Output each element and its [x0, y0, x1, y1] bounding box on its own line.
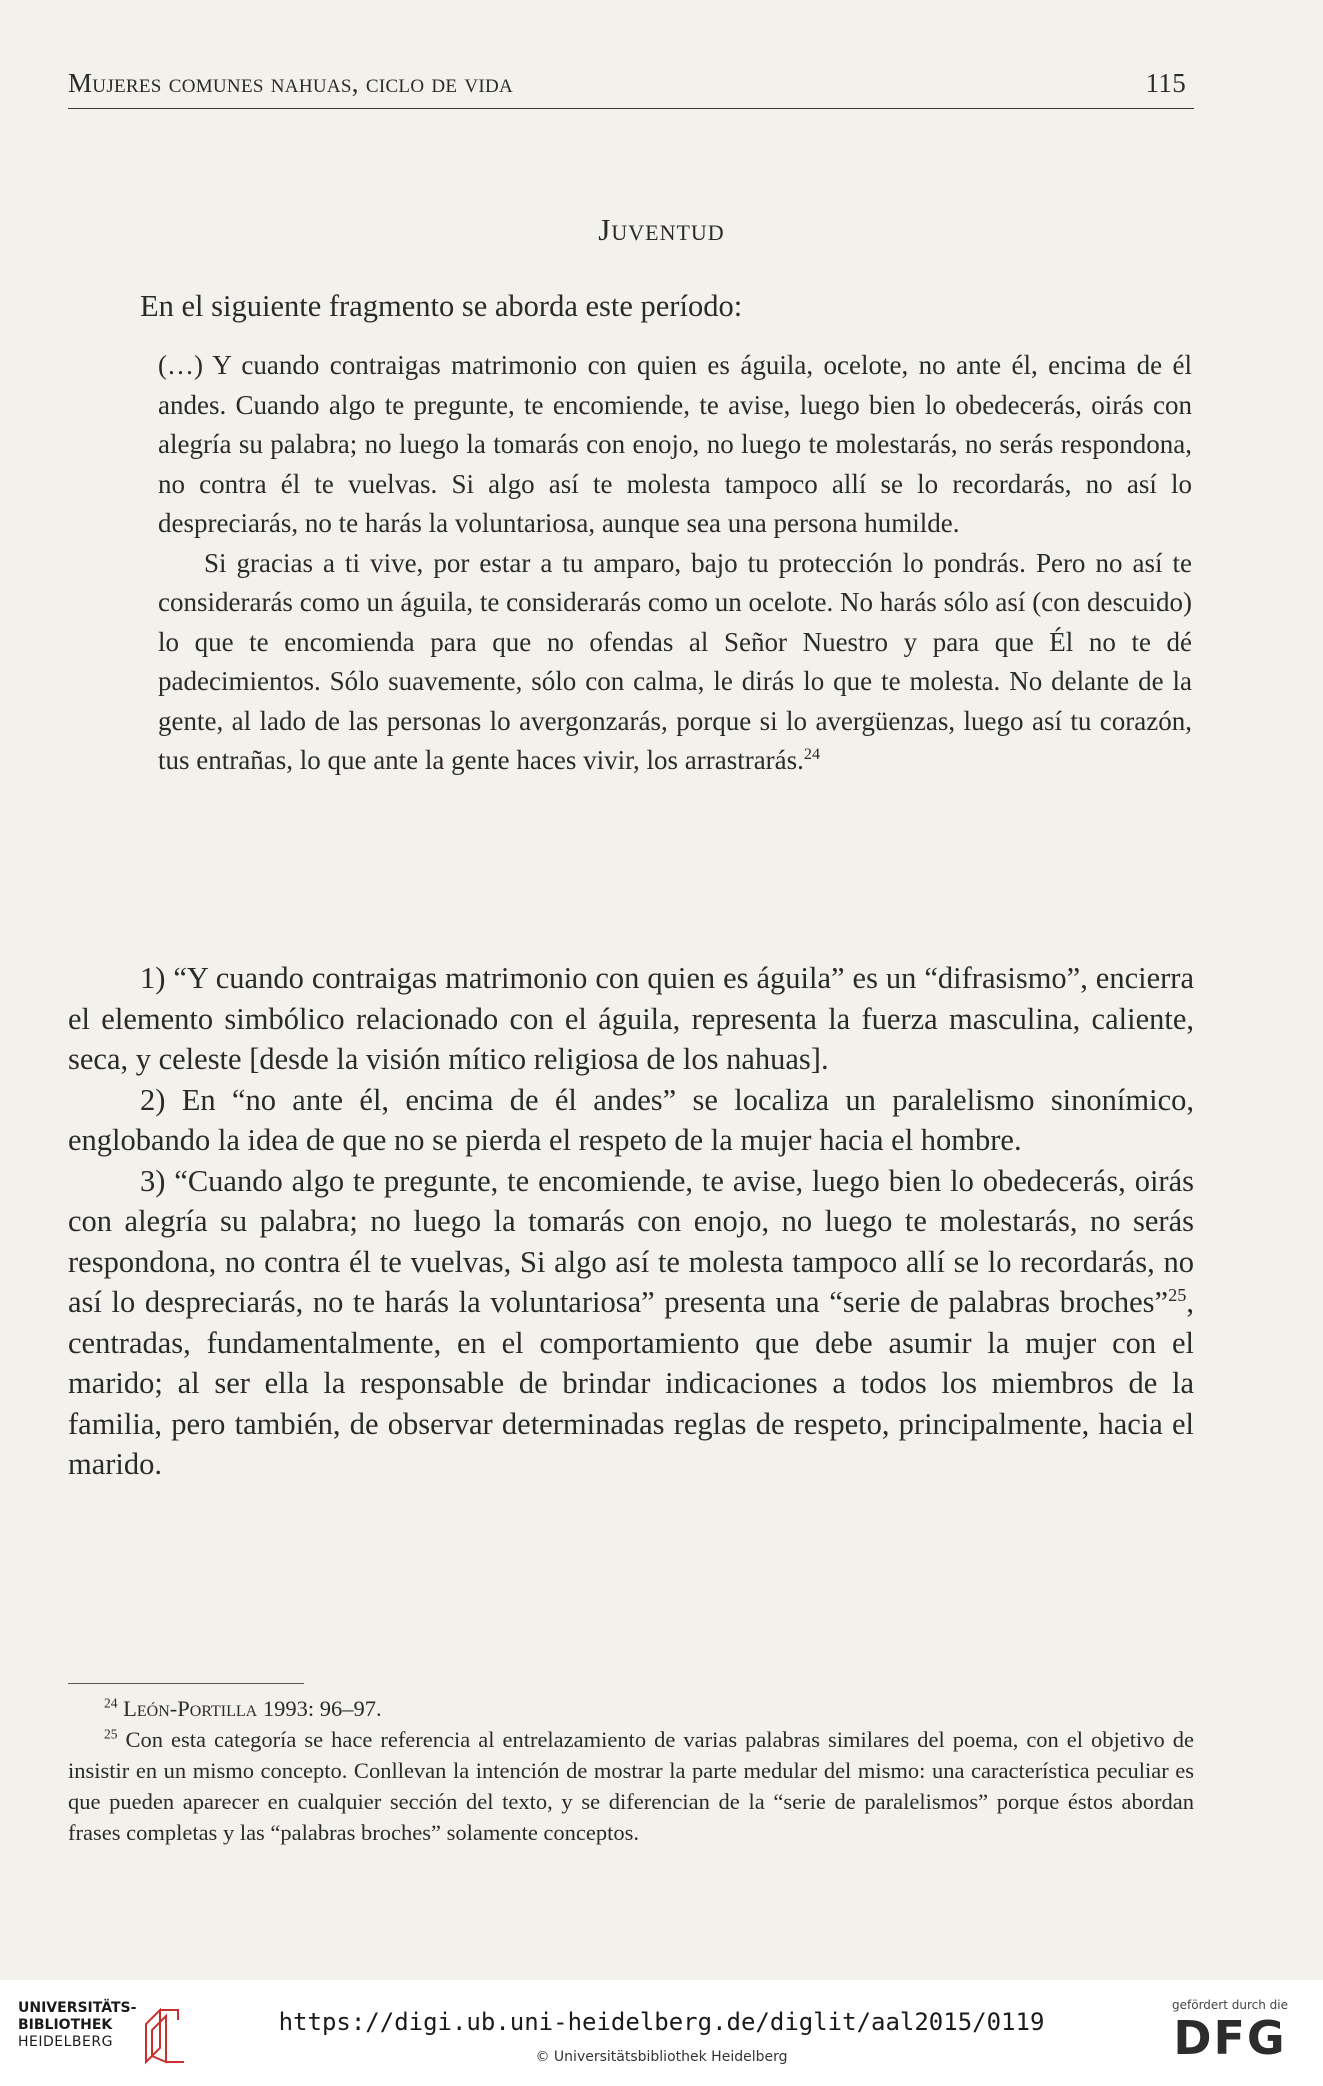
- funder-logo[interactable]: [1155, 1998, 1305, 2074]
- funder-wordmark: DFG: [1173, 2011, 1287, 2065]
- analysis-paragraph-1: 1) “Y cuando contraigas matrimonio con quien es águila” es un “difrasismo”, encierra el elemento simbólico relacionado con el águila, representa la fuerza masculina, caliente, seca, y celeste [desde la visión mítico religiosa de los nahuas].: [68, 961, 1194, 1076]
- analysis-paragraph-3: [68, 1161, 1194, 1485]
- footnote-divider: [68, 1683, 304, 1684]
- footnote-25-number: 25: [104, 1726, 118, 1742]
- library-name-line-1: UNIVERSITÄTS-: [18, 2000, 137, 2016]
- running-head-title: Mujeres comunes nahuas, ciclo de vida: [68, 68, 514, 98]
- section-title: Juventud: [598, 212, 725, 247]
- digitization-footer: [0, 1980, 1323, 2086]
- analysis-paragraph-2: 2) En “no ante él, encima de él andes” se localiza un paralelismo sinonímico, englobando la idea de que no se pierda el respeto de la mujer hacia el hombre.: [68, 1082, 1194, 1157]
- quote-paragraph-2: [158, 544, 1192, 781]
- running-head: [68, 68, 1194, 109]
- footnote-25: [68, 1724, 1194, 1848]
- footnotes: [68, 1693, 1194, 1848]
- footnote-24: [68, 1693, 1194, 1724]
- analysis-paragraphs: [68, 958, 1194, 1485]
- footnote-ref-25[interactable]: 25: [1168, 1284, 1187, 1305]
- footnote-ref-24[interactable]: 24: [803, 745, 821, 763]
- footnote-25-text: Con esta categoría se hace referencia al entrelazamiento de varias palabras similares del poema, con el objetivo de insistir en un mismo concepto. Conllevan la intención de mostrar la parte medular del mismo: una característica peculiar es que pueden aparecer en cualquier sección del texto, y se diferencian de la “serie de paralelismos” porque éstos abordan frases completas y las “palabras broches” solamente conceptos.: [68, 1727, 1194, 1845]
- library-name-line-3: HEIDELBERG: [18, 2034, 113, 2050]
- footnote-24-number: 24: [104, 1695, 118, 1711]
- quote-paragraph-1: (…) Y cuando contraigas matrimonio con quien es águila, ocelote, no ante él, encima de él andes. Cuando algo te pregunte, te encomiende, te avise, luego bien lo obedecerás, oirás con alegría su palabra; no luego la tomarás con enojo, no luego te molestarás, no serás respondona, no contra él te vuelvas. Si algo así te molesta tampoco allí se lo recordarás, no así lo despreciarás, no te harás la voluntariosa, aunque sea una persona humilde.: [158, 350, 1192, 538]
- copyright-notice: © Universitätsbibliothek Heidelberg: [535, 2049, 788, 2065]
- intro-paragraph: [68, 286, 1194, 327]
- page-number: 115: [1145, 68, 1186, 98]
- intro-text: En el siguiente fragmento se aborda este período:: [140, 289, 743, 323]
- footnote-24-author: León-Portilla: [123, 1696, 258, 1721]
- funder-caption: gefördert durch die: [1172, 1998, 1288, 2012]
- analysis-paragraph-3-part-a: 3) “Cuando algo te pregunte, te encomiende, te avise, luego bien lo obedecerás, oirás con alegría su palabra; no luego la tomarás con enojo, no luego te molestarás, no serás respondona, no contra él te vuelvas, Si algo así te molesta tampoco allí se lo recordarás, no así lo despreciarás, no te harás la voluntariosa” presenta una “serie de palabras broches”: [68, 1163, 1194, 1319]
- permalink-url[interactable]: https://digi.ub.uni-heidelberg.de/diglit/aal2015/0119: [278, 2008, 1045, 2036]
- footnote-24-reference: 1993: 96–97.: [257, 1696, 382, 1721]
- block-quote: [158, 346, 1192, 781]
- quote-paragraph-2-text: Si gracias a ti vive, por estar a tu amparo, bajo tu protección lo pondrás. Pero no así te considerarás como un águila, te considerarás como un ocelote. No harás sólo así (con descuido) lo que te encomienda para que no ofendas al Señor Nuestro y para que Él no te dé padecimientos. Sólo suavemente, sólo con calma, le dirás lo que te molesta. No delante de la gente, al lado de las personas lo avergonzarás, porque si lo avergüenzas, luego así tu corazón, tus entrañas, lo que ante la gente haces vivir, los arrastrarás.: [158, 547, 1192, 775]
- analysis-paragraph-3-part-b: , centradas, fundamentalmente, en el comportamiento que debe asumir la mujer con el marido; al ser ella la responsable de brindar indicaciones a todos los miembros de la familia, pero también, de observar determinadas reglas de respeto, principalmente, hacia el marido.: [68, 1285, 1194, 1481]
- library-name-line-2: BIBLIOTHEK: [18, 2017, 113, 2033]
